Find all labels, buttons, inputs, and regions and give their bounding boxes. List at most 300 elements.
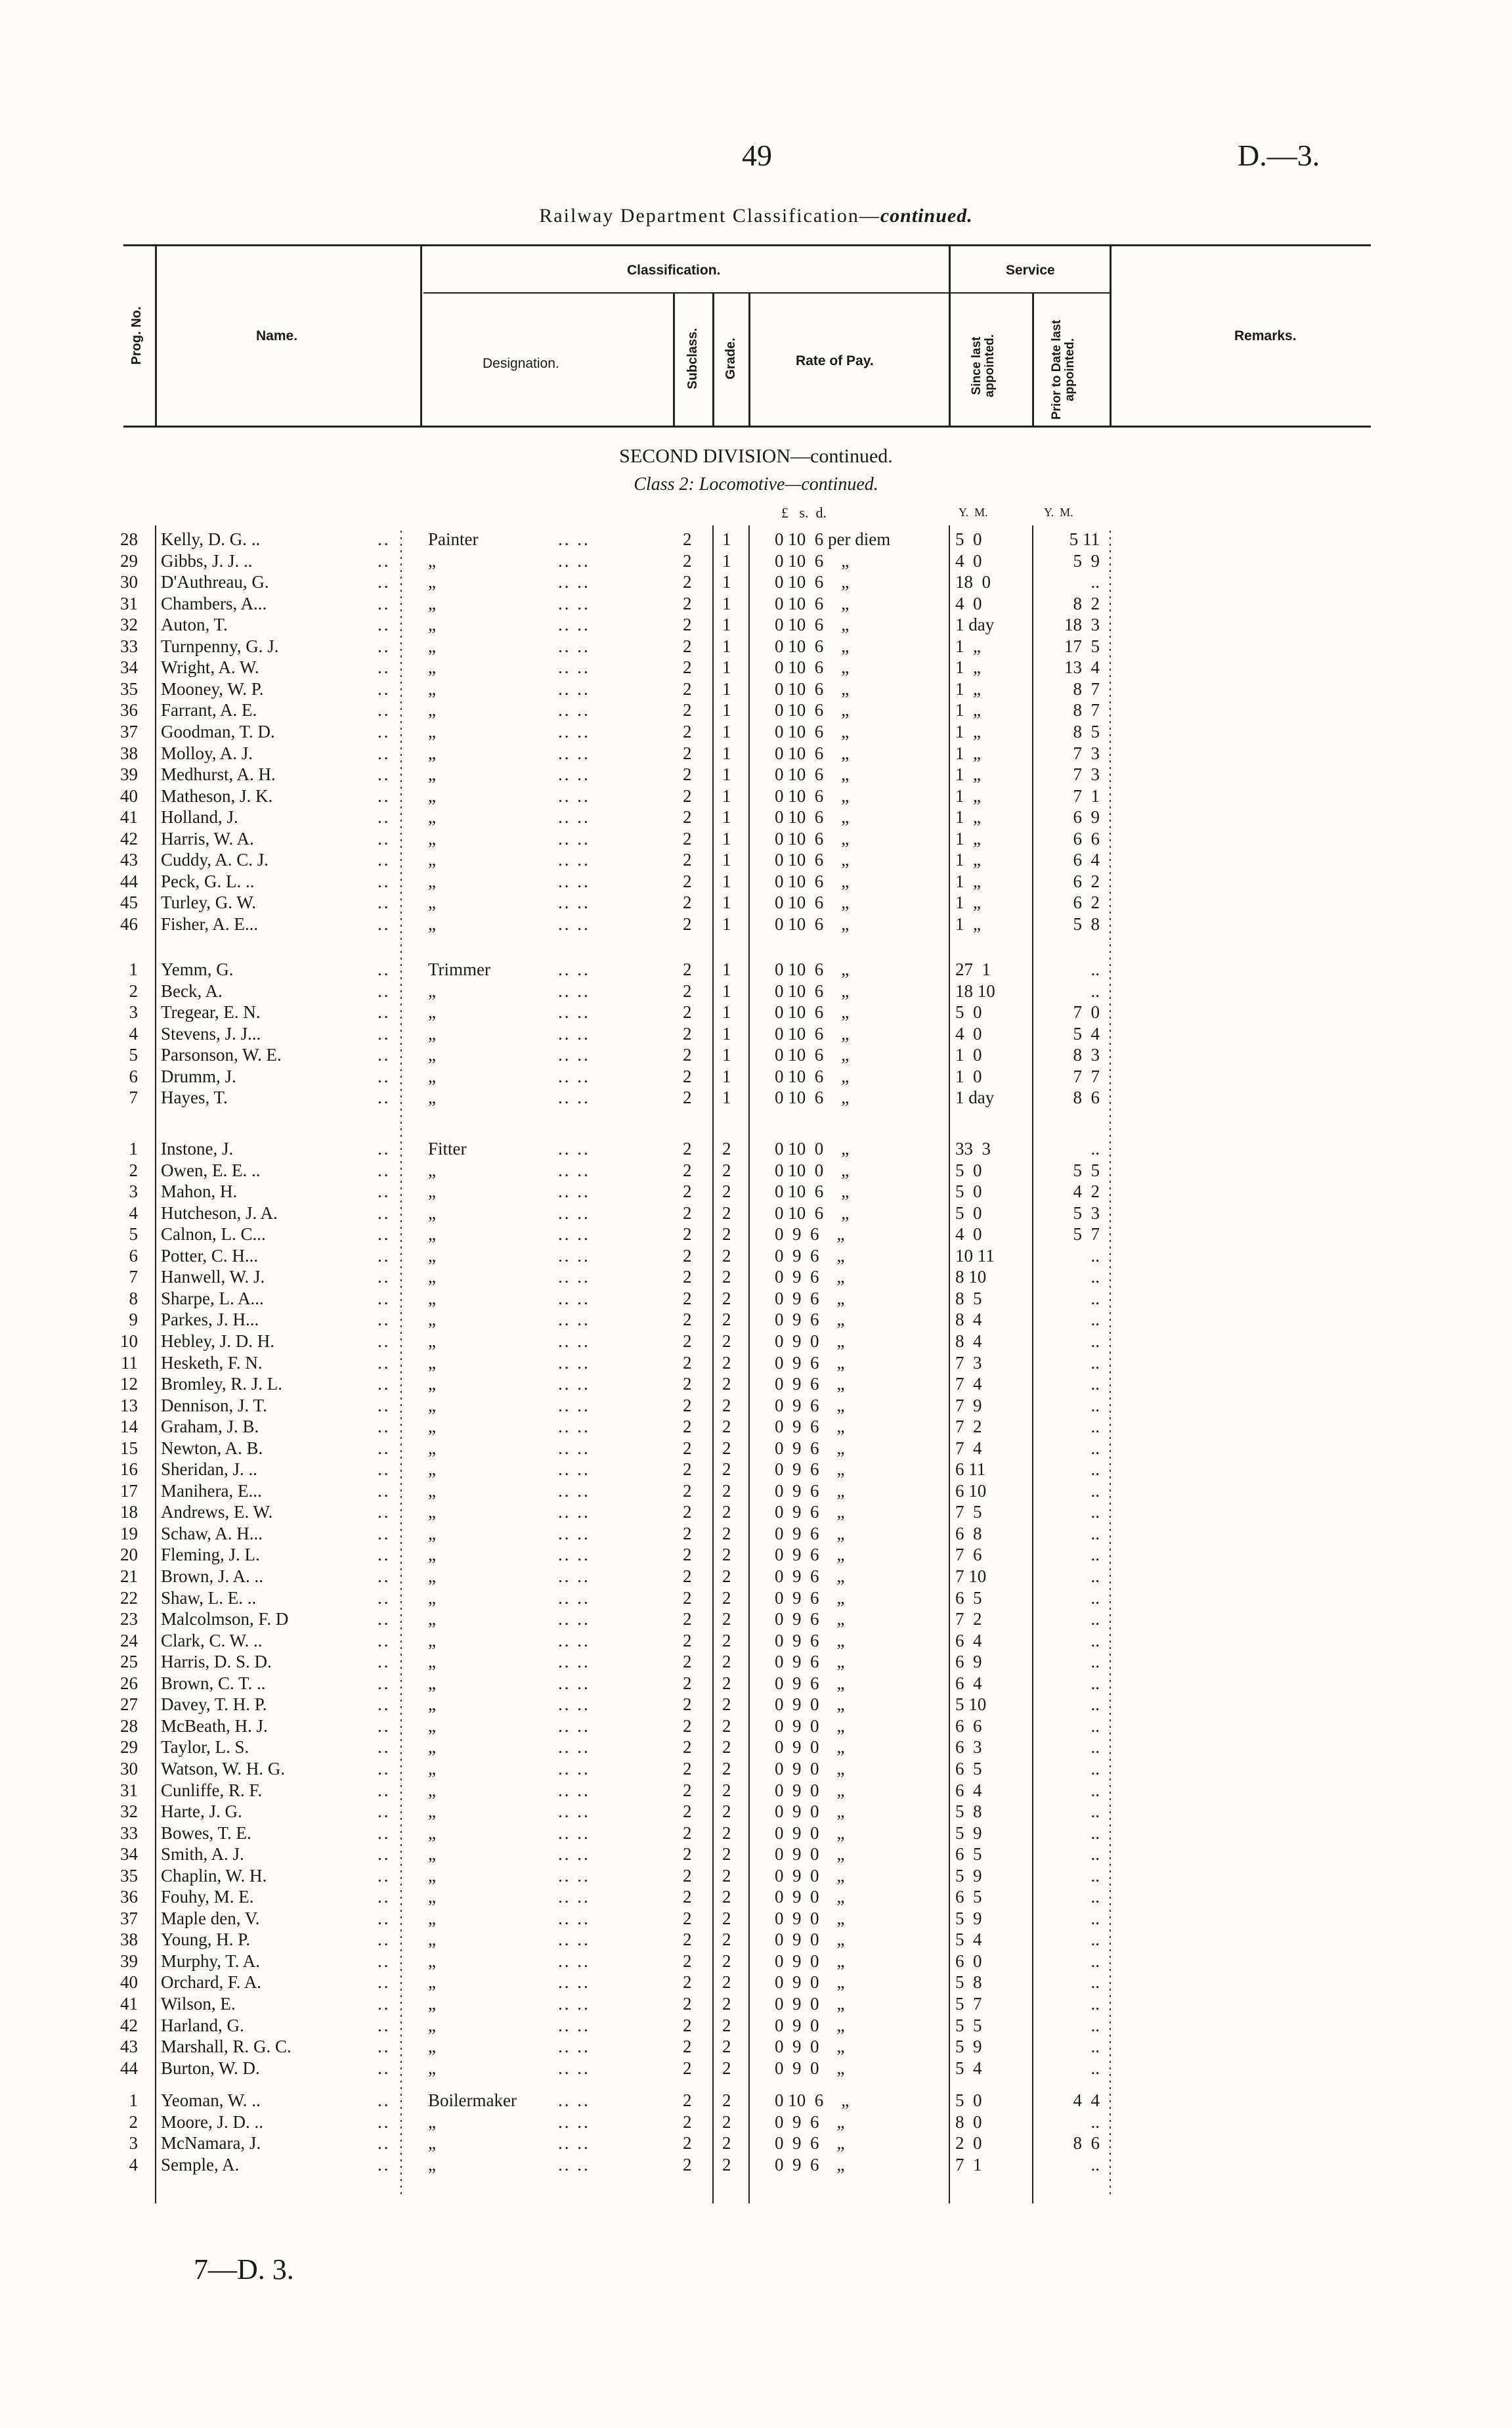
subclass-cell: 2 [683, 807, 692, 828]
pay-units: £ s. d. [781, 504, 827, 521]
designation-cell: „ [428, 1395, 436, 1415]
table-row [0, 959, 1512, 980]
prior-to-date-cell: .. [1091, 1310, 1100, 1330]
prior-to-date-cell: 6 4 [1073, 850, 1100, 870]
designation-cell: „ [428, 1088, 436, 1108]
prior-to-date-cell: 6 2 [1073, 871, 1100, 891]
table-row [0, 1673, 1512, 1694]
table-row [0, 1587, 1512, 1608]
name-cell: Moore, J. D. .. [161, 2111, 263, 2132]
name-cell: Fisher, A. E... [161, 914, 259, 934]
leader-dots: .. [378, 1002, 391, 1023]
leader-dots: .. .. [558, 1694, 590, 1715]
leader-dots: .. .. [558, 1908, 590, 1928]
subclass-cell: 2 [683, 1994, 692, 2014]
table-row [0, 529, 1512, 550]
leader-dots: .. [378, 1352, 391, 1373]
name-cell: Fouhy, M. E. [161, 1887, 254, 1907]
leader-dots: .. [378, 1609, 391, 1629]
designation-cell: „ [428, 572, 436, 592]
rate-of-pay-cell: 0 9 6 „ [775, 1459, 845, 1480]
leader-dots: .. .. [558, 1609, 590, 1629]
rate-of-pay-cell: 0 9 0 „ [775, 1865, 845, 1886]
subclass-cell: 2 [683, 1865, 692, 1886]
leader-dots: .. .. [558, 2090, 590, 2110]
leader-dots: .. [378, 1160, 391, 1180]
rate-of-pay-cell: 0 9 6 „ [775, 1245, 845, 1266]
header-name: Name. [256, 328, 298, 343]
rate-of-pay-cell: 0 9 6 „ [775, 1566, 845, 1586]
footer-code: 7—D. 3. [194, 2253, 294, 2285]
since-last-cell: 4 0 [955, 1023, 982, 1044]
rate-of-pay-cell: 0 9 6 „ [775, 2154, 845, 2174]
prior-to-date-cell: .. [1091, 2154, 1100, 2174]
designation-cell: „ [428, 871, 436, 891]
grade-cell: 1 [722, 960, 731, 979]
grade-cell: 1 [722, 850, 731, 870]
leader-dots: .. [378, 550, 391, 571]
rate-of-pay-cell: 0 9 6 „ [775, 1224, 845, 1245]
grade-cell: 1 [722, 828, 731, 849]
leader-dots: .. .. [558, 615, 590, 635]
grade-cell: 1 [722, 743, 731, 763]
since-last-cell: 1 „ [955, 914, 981, 934]
leader-dots: .. .. [558, 1844, 590, 1865]
subclass-cell: 2 [683, 1523, 692, 1543]
table-row [0, 2058, 1512, 2079]
leader-dots: .. .. [558, 1930, 590, 1950]
leader-dots: .. [378, 1023, 391, 1044]
grade-cell: 1 [722, 678, 731, 699]
rate-of-pay-cell: 0 10 6 „ [775, 593, 850, 613]
prog-no-cell: 10 [120, 1331, 138, 1351]
prior-to-date-cell: .. [1091, 1715, 1100, 1736]
subclass-cell: 2 [683, 593, 692, 613]
table-row [0, 1929, 1512, 1950]
name-cell: Mooney, W. P. [161, 678, 264, 699]
rate-of-pay-cell: 0 10 6 „ [775, 1023, 850, 1044]
header-grade: Grade. [724, 338, 738, 380]
leader-dots: .. [378, 1224, 391, 1245]
table-row [0, 1865, 1512, 1886]
leader-dots: .. [378, 764, 391, 785]
leader-dots: .. .. [558, 1887, 590, 1907]
rate-of-pay-cell: 0 10 6 „ [775, 700, 850, 720]
leader-dots: .. .. [558, 2133, 590, 2153]
since-last-cell: 7 4 [955, 1374, 982, 1394]
prior-to-date-cell: 5 5 [1073, 1160, 1100, 1180]
leader-dots: .. .. [558, 2058, 590, 2078]
since-last-cell: 1 „ [955, 721, 981, 741]
prior-to-date-cell: 8 7 [1073, 678, 1100, 699]
grade-cell: 2 [722, 1652, 731, 1672]
subclass-cell: 2 [683, 1822, 692, 1843]
table-row [0, 1331, 1512, 1352]
grade-cell: 1 [722, 529, 731, 549]
prior-to-date-cell: .. [1091, 1459, 1100, 1480]
designation-cell: „ [428, 1181, 436, 1202]
name-cell: Taylor, L. S. [161, 1737, 249, 1757]
subclass-cell: 2 [683, 1459, 692, 1480]
name-cell: Mahon, H. [161, 1181, 238, 1202]
prior-to-date-cell: .. [1091, 1545, 1100, 1565]
prog-no-cell: 17 [120, 1480, 138, 1501]
table-row [0, 678, 1512, 699]
leader-dots: .. .. [558, 1438, 590, 1458]
grade-cell: 2 [722, 1737, 731, 1757]
grade-cell: 2 [722, 1417, 731, 1437]
rate-of-pay-cell: 0 9 0 „ [775, 2037, 845, 2057]
prog-no-cell: 35 [120, 1865, 138, 1886]
rate-of-pay-cell: 0 10 6 „ [775, 828, 850, 849]
table-row [0, 1066, 1512, 1087]
grade-cell: 2 [722, 2133, 731, 2153]
leader-dots: .. [378, 743, 391, 763]
table-row [0, 1395, 1512, 1416]
grade-cell: 2 [722, 1715, 731, 1736]
grade-cell: 2 [722, 1822, 731, 1843]
rate-of-pay-cell: 0 9 6 „ [775, 1417, 845, 1437]
prior-to-date-cell: .. [1091, 1417, 1100, 1437]
since-last-cell: 6 4 [955, 1780, 982, 1800]
grade-cell: 2 [722, 1438, 731, 1458]
since-last-cell: 6 4 [955, 1630, 982, 1650]
leader-dots: .. .. [558, 1224, 590, 1245]
rate-of-pay-cell: 0 9 0 „ [775, 1951, 845, 1971]
since-last-cell: 5 4 [955, 2058, 982, 2078]
prog-no-cell: 29 [120, 1737, 138, 1757]
prior-to-date-cell: .. [1091, 981, 1100, 1001]
prior-to-date-cell: 6 9 [1073, 807, 1100, 828]
prog-no-cell: 1 [129, 1139, 138, 1159]
leader-dots: .. [378, 1844, 391, 1865]
leader-dots: .. .. [558, 1181, 590, 1202]
subclass-cell: 2 [683, 1288, 692, 1308]
subclass-cell: 2 [683, 871, 692, 891]
table-row [0, 2154, 1512, 2175]
leader-dots: .. .. [558, 1139, 590, 1159]
name-cell: Malcolmson, F. D [161, 1609, 289, 1629]
table-row [0, 1459, 1512, 1480]
subclass-cell: 2 [683, 1972, 692, 1993]
name-cell: Hebley, J. D. H. [161, 1331, 274, 1351]
designation-cell: „ [428, 1459, 436, 1480]
designation-cell: „ [428, 550, 436, 571]
rate-of-pay-cell: 0 10 6 per diem [775, 529, 891, 549]
subclass-cell: 2 [683, 893, 692, 913]
subclass-cell: 2 [683, 1737, 692, 1757]
table-row [0, 871, 1512, 892]
table-row [0, 743, 1512, 764]
table-row [0, 1715, 1512, 1736]
name-cell: Orchard, F. A. [161, 1972, 262, 1993]
name-cell: Turley, G. W. [161, 893, 257, 913]
grade-cell: 1 [722, 807, 731, 828]
subclass-cell: 2 [683, 615, 692, 635]
leader-dots: .. [378, 700, 391, 720]
leader-dots: .. [378, 1139, 391, 1159]
table-row [0, 1224, 1512, 1245]
rate-of-pay-cell: 0 9 6 „ [775, 1352, 845, 1373]
grade-cell: 2 [722, 1630, 731, 1650]
table-row [0, 1886, 1512, 1907]
designation-cell: „ [428, 1203, 436, 1223]
grade-cell: 2 [722, 1972, 731, 1993]
prog-no-cell: 34 [120, 657, 138, 678]
name-cell: Young, H. P. [161, 1930, 251, 1950]
table-row [0, 1801, 1512, 1822]
leader-dots: .. .. [558, 828, 590, 849]
grade-cell: 1 [722, 893, 731, 913]
rate-of-pay-cell: 0 9 6 „ [775, 1523, 845, 1543]
leader-dots: .. [378, 1417, 391, 1437]
grade-cell: 2 [722, 1545, 731, 1565]
leader-dots: .. [378, 721, 391, 741]
subclass-cell: 2 [683, 785, 692, 806]
table-row [0, 636, 1512, 657]
grade-cell: 2 [722, 1930, 731, 1950]
designation-cell: „ [428, 1002, 436, 1023]
name-cell: Marshall, R. G. C. [161, 2037, 292, 2057]
grade-cell: 2 [722, 1203, 731, 1223]
name-cell: Calnon, L. C... [161, 1224, 266, 1245]
prior-to-date-cell: 13 4 [1064, 657, 1100, 678]
grade-cell: 1 [722, 550, 731, 571]
grade-cell: 2 [722, 1844, 731, 1865]
since-last-cell: 7 10 [955, 1566, 987, 1586]
subclass-cell: 2 [683, 2058, 692, 2078]
designation-cell: „ [428, 1609, 436, 1629]
table-row [0, 1002, 1512, 1023]
prior-to-date-cell: 5 7 [1073, 1224, 1100, 1245]
prog-no-cell: 7 [129, 1267, 138, 1287]
leader-dots: .. .. [558, 1780, 590, 1800]
class-text: Class 2: Locomotive—continued. [634, 474, 878, 495]
rate-of-pay-cell: 0 10 6 „ [775, 785, 850, 806]
leader-dots: .. [378, 1066, 391, 1086]
subclass-cell: 2 [683, 981, 692, 1001]
prog-no-cell: 42 [120, 828, 138, 849]
rate-of-pay-cell: 0 9 0 „ [775, 1331, 845, 1351]
grade-cell: 1 [722, 615, 731, 635]
table-row [0, 981, 1512, 1002]
leader-dots: .. [378, 1887, 391, 1907]
prior-to-date-cell: 6 2 [1073, 893, 1100, 913]
leader-dots: .. [378, 1908, 391, 1928]
subclass-cell: 2 [683, 743, 692, 763]
prior-to-date-cell: .. [1091, 1267, 1100, 1287]
since-last-cell: 8 4 [955, 1331, 982, 1351]
leader-dots: .. [378, 657, 391, 678]
designation-cell: „ [428, 1673, 436, 1693]
grade-cell: 1 [722, 657, 731, 678]
table-row [0, 1843, 1512, 1865]
leader-dots: .. .. [558, 1002, 590, 1023]
designation-cell: „ [428, 2037, 436, 2057]
since-last-cell: 4 0 [955, 1224, 982, 1245]
prior-to-date-cell: 5 11 [1069, 529, 1100, 549]
leader-dots: .. [378, 1694, 391, 1715]
leader-dots: .. .. [558, 1801, 590, 1822]
name-cell: Yemm, G. [161, 960, 234, 979]
leader-dots: .. .. [558, 678, 590, 699]
leader-dots: .. .. [558, 1523, 590, 1543]
prog-no-cell: 21 [120, 1566, 138, 1586]
grade-cell: 2 [722, 1310, 731, 1330]
grade-cell: 1 [722, 593, 731, 613]
since-last-cell: 1 day [955, 615, 995, 635]
leader-dots: .. .. [558, 1758, 590, 1778]
since-last-cell: 6 10 [955, 1480, 987, 1501]
grade-cell: 2 [722, 1267, 731, 1287]
grade-cell: 2 [722, 2037, 731, 2057]
prior-to-date-cell: 5 9 [1073, 550, 1100, 571]
rate-of-pay-cell: 0 9 0 „ [775, 1930, 845, 1950]
name-cell: Turnpenny, G. J. [161, 636, 279, 656]
since-last-cell: 7 3 [955, 1352, 982, 1373]
since-last-cell: 5 0 [955, 1181, 982, 1202]
designation-cell: „ [428, 1417, 436, 1437]
designation-cell: „ [428, 981, 436, 1001]
designation-cell: „ [428, 1066, 436, 1086]
leader-dots: .. [378, 2090, 391, 2110]
table-row [0, 550, 1512, 571]
name-cell: Harland, G. [161, 2015, 244, 2035]
grade-cell: 2 [722, 1480, 731, 1501]
designation-cell: „ [428, 1045, 436, 1065]
table-row [0, 1480, 1512, 1501]
rate-of-pay-cell: 0 10 6 „ [775, 721, 850, 741]
designation-cell: „ [428, 1737, 436, 1757]
rate-of-pay-cell: 0 10 6 „ [775, 615, 850, 635]
name-cell: Newton, A. B. [161, 1438, 263, 1458]
name-cell: Hesketh, F. N. [161, 1352, 263, 1373]
leader-dots: .. [378, 1480, 391, 1501]
since-last-cell: 8 5 [955, 1288, 982, 1308]
prior-to-date-cell: .. [1091, 1930, 1100, 1950]
table-row [0, 828, 1512, 849]
leader-dots: .. .. [558, 636, 590, 656]
designation-cell: „ [428, 785, 436, 806]
rate-of-pay-cell: 0 9 6 „ [775, 1438, 845, 1458]
designation-cell: „ [428, 1972, 436, 1993]
prog-no-cell: 13 [120, 1395, 138, 1415]
since-last-cell: 6 5 [955, 1758, 982, 1778]
table-row [0, 1203, 1512, 1224]
designation-cell: Trimmer [428, 960, 491, 979]
leader-dots: .. [378, 678, 391, 699]
prog-no-cell: 28 [120, 529, 138, 549]
grade-cell: 2 [722, 1245, 731, 1266]
since-last-cell: 5 8 [955, 1972, 982, 1993]
table-row [0, 2036, 1512, 2057]
table-row [0, 892, 1512, 913]
name-cell: Parkes, J. H... [161, 1310, 259, 1330]
name-cell: Watson, W. H. G. [161, 1758, 286, 1778]
designation-cell: „ [428, 828, 436, 849]
rate-of-pay-cell: 0 9 0 „ [775, 1801, 845, 1822]
leader-dots: .. [378, 1780, 391, 1800]
subclass-cell: 2 [683, 721, 692, 741]
subclass-cell: 2 [683, 1352, 692, 1373]
designation-cell: „ [428, 1930, 436, 1950]
rate-of-pay-cell: 0 10 6 „ [775, 1181, 850, 1202]
leader-dots: .. [378, 850, 391, 870]
table-row [0, 764, 1512, 785]
subclass-cell: 2 [683, 1088, 692, 1108]
designation-cell: „ [428, 914, 436, 934]
prog-no-cell: 44 [120, 2058, 138, 2078]
name-cell: Cunliffe, R. F. [161, 1780, 263, 1800]
grade-cell: 2 [722, 2015, 731, 2035]
subclass-cell: 2 [683, 1139, 692, 1159]
rate-of-pay-cell: 0 10 6 „ [775, 743, 850, 763]
table-row [0, 1694, 1512, 1715]
designation-cell: „ [428, 1023, 436, 1044]
leader-dots: .. [378, 1267, 391, 1287]
since-last-cell: 1 „ [955, 743, 981, 763]
name-cell: Semple, A. [161, 2154, 240, 2174]
prog-no-cell: 1 [129, 2090, 138, 2110]
prog-no-cell: 3 [129, 1002, 138, 1023]
designation-cell: „ [428, 1566, 436, 1586]
rate-of-pay-cell: 0 9 6 „ [775, 1374, 845, 1394]
designation-cell: „ [428, 1160, 436, 1180]
leader-dots: .. .. [558, 1545, 590, 1565]
grade-cell: 1 [722, 1045, 731, 1065]
subclass-cell: 2 [683, 1331, 692, 1351]
name-cell: Dennison, J. T. [161, 1395, 267, 1415]
name-cell: Murphy, T. A. [161, 1951, 261, 1971]
subclass-cell: 2 [683, 2154, 692, 2174]
header-prior-to-date: Prior to Date last appointed. [1050, 319, 1077, 420]
leader-dots: .. [378, 636, 391, 656]
table-row [0, 1651, 1512, 1672]
header-designation: Designation. [483, 356, 559, 371]
prior-to-date-cell: .. [1091, 1630, 1100, 1650]
grade-cell: 1 [722, 914, 731, 934]
since-last-cell: 2 0 [955, 2133, 982, 2153]
designation-cell: „ [428, 1780, 436, 1800]
leader-dots: .. .. [558, 1652, 590, 1672]
name-cell: Clark, C. W. .. [161, 1630, 263, 1650]
since-last-cell: 7 5 [955, 1502, 982, 1522]
subclass-cell: 2 [683, 1310, 692, 1330]
name-cell: Burton, W. D. [161, 2058, 260, 2078]
prog-no-cell: 14 [120, 1417, 138, 1437]
prog-no-cell: 3 [129, 1181, 138, 1202]
since-last-cell: 1 „ [955, 807, 981, 828]
subclass-cell: 2 [683, 1245, 692, 1266]
prog-no-cell: 9 [129, 1310, 138, 1330]
prior-to-date-cell: 4 2 [1073, 1181, 1100, 1202]
since-last-cell: 5 7 [955, 1994, 982, 2014]
name-cell: Bowes, T. E. [161, 1822, 251, 1843]
grade-cell: 1 [722, 785, 731, 806]
leader-dots: .. .. [558, 1951, 590, 1971]
grade-cell: 2 [722, 1459, 731, 1480]
rate-of-pay-cell: 0 9 6 „ [775, 1267, 845, 1287]
leader-dots: .. [378, 1331, 391, 1351]
grade-cell: 2 [722, 2154, 731, 2174]
subclass-cell: 2 [683, 657, 692, 678]
since-last-cell: 5 0 [955, 2090, 982, 2110]
designation-cell: „ [428, 1715, 436, 1736]
since-last-cell: 5 9 [955, 1908, 982, 1928]
subclass-cell: 2 [683, 1673, 692, 1693]
since-last-cell: 6 5 [955, 1887, 982, 1907]
prog-no-cell: 24 [120, 1630, 138, 1650]
